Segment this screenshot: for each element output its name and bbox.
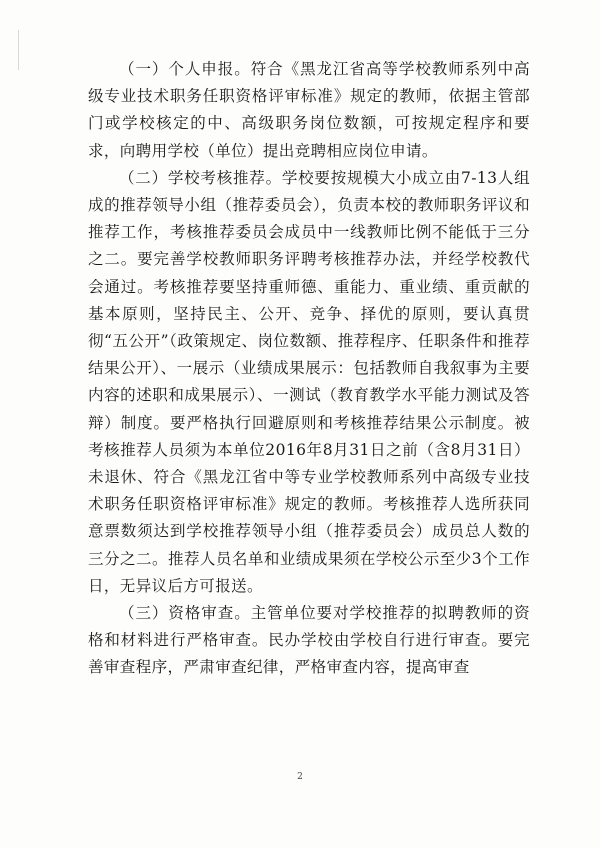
page-number: 2 (297, 772, 303, 782)
paragraph-individual-application: （一）个人申报。符合《黑龙江省高等学校教师系列中高级专业技术职务任职资格评审标准》规定的教师，依据主管部门或学校核定的中、高级职务岗位数额，可按规定程序和要求，向聘用学校（单位）提出竞聘相应岗位申请。 (88, 60, 530, 160)
paragraph-school-assessment-recommendation: （二）学校考核推荐。学校要按规模大小成立由7-13人组成的推荐领导小组（推荐委员会），负责本校的教师职务评议和推荐工作，考核推荐委员会成员中一线教师比例不能低于三分之二。要完善学校教师职务评聘考核推荐办法，并经学校教代会通过。考核推荐要坚持重师德、重能力、重业绩、重贡献的基本原则，坚持民主、公开、竞争、择优的原则，要认真贯彻“五公开”（政策规定、岗位数额、推荐程序、任职条件和推荐结果公开）、一展示（业绩成果展示：包括教师自我叙事为主要内容的述职和成果展示）、一测试（教育教学水平能力测试及答辩）制度。要严格执行回避原则和考核推荐结果公示制度。被考核推荐人员须为本单位2016年8月31日之前（含8月31日）未退休、符合《黑龙江省中等专业学校教师系列中高级专业技术职务任职资格评审标准》规定的教师。考核推荐人选所获同意票数须达到学校推荐领导小组（推荐委员会）成员总人数的三分之二。推荐人员名单和业绩成果须在学校公示至少3个工作日，无异议后方可报送。 (88, 168, 530, 595)
paragraph-qualification-review: （三）资格审查。主管单位要对学校推荐的拟聘教师的资格和材料进行严格审查。民办学校由学校自行进行审查。要完善审查程序，严肃审查纪律，严格审查内容，提高审查 (88, 604, 530, 677)
document-body (88, 56, 530, 682)
scan-edge-mark (18, 30, 19, 70)
